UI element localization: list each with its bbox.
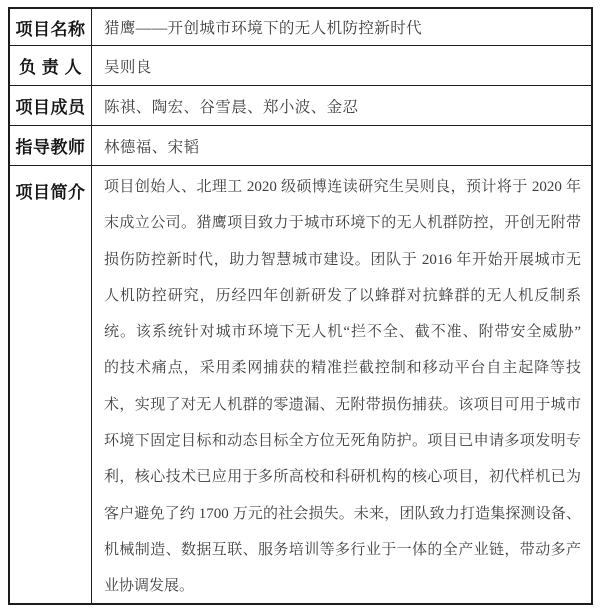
field-value-leader: 吴则良 [92, 46, 591, 86]
intro-line: 客户避免了约 1700 万元的社会损失。未来，团队致力打造集探测设备、 [104, 505, 581, 522]
field-label-project-name: 项目名称 [10, 9, 92, 46]
field-value-advisors: 林德福、宋韬 [92, 126, 591, 166]
intro-line: 机械制造、数据互联、服务培训等多行业于一体的全产业链，带动多产 [104, 541, 581, 558]
field-label-advisors: 指导教师 [10, 126, 92, 166]
intro-line: 项目创始人、北理工 2020 级硕博连读研究生吴则良，预计将于 2020 年 [104, 179, 581, 195]
intro-line: 术，实现了对无人机群的零遗漏、无附带损伤捕获。该项目可用于城市 [104, 396, 581, 413]
field-label-members: 项目成员 [10, 86, 92, 126]
intro-line: 人机防控研究，历经四年创新研发了以蜂群对抗蜂群的无人机反制系 [104, 287, 581, 304]
project-info-table [8, 7, 593, 605]
intro-line: 统。该系统针对城市环境下无人机“拦不全、截不准、附带安全威胁” [104, 324, 581, 341]
intro-line: 损伤防控新时代，助力智慧城市建设。团队于 2016 年开始开展城市无 [104, 251, 581, 268]
intro-line: 的技术痛点，采用柔网捕获的精准拦截控制和移动平台自主起降等技 [104, 360, 581, 377]
field-value-project-intro [92, 166, 591, 603]
intro-line: 末成立公司。猎鹰项目致力于城市环境下的无人机群防控，开创无附带 [104, 215, 581, 232]
intro-line: 业协调发展。 [104, 578, 195, 595]
field-label-leader: 负 责 人 [10, 46, 92, 86]
field-value-members: 陈祺、陶宏、谷雪晨、郑小波、金忍 [92, 86, 591, 126]
field-value-project-name: 猎鹰——开创城市环境下的无人机防控新时代 [92, 9, 591, 46]
field-label-project-intro: 项目简介 [10, 166, 92, 603]
intro-line: 利，核心技术已应用于多所高校和科研机构的核心项目，初代样机已为 [104, 469, 581, 486]
intro-line: 环境下固定目标和动态目标全方位无死角防护。项目已申请多项发明专 [104, 433, 581, 450]
